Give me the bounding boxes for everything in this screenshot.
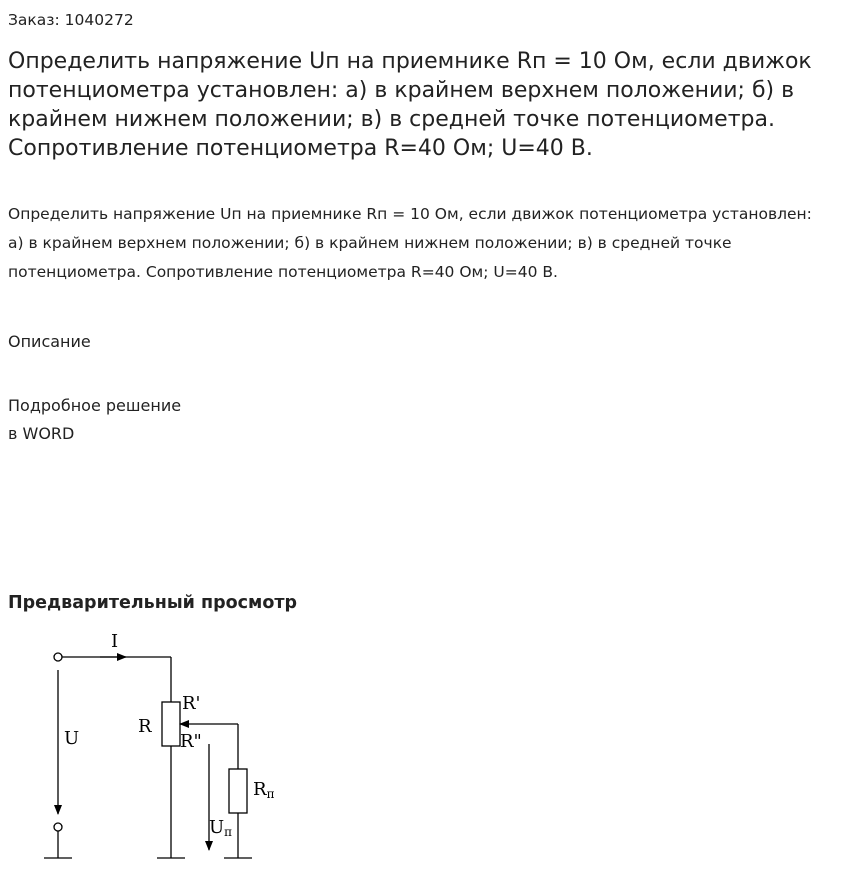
voltage-label: U bbox=[64, 728, 80, 749]
upper-part-label: R' bbox=[182, 693, 201, 714]
solution-line-2: в WORD bbox=[8, 424, 75, 443]
load-label bbox=[253, 779, 275, 801]
load-resistor bbox=[229, 769, 247, 813]
load-label-main: R bbox=[253, 779, 267, 800]
circuit-diagram bbox=[30, 620, 290, 870]
load-voltage-label-subscript: п bbox=[224, 825, 233, 839]
load-label-subscript: п bbox=[266, 787, 275, 801]
solution-note bbox=[8, 392, 181, 448]
bottom-terminal bbox=[54, 823, 62, 831]
task-title: Определить напряжение Uп на приемнике Rп = 10 Ом, если движок потенциометра установлен: а) в крайнем верхнем положении; б) в крайнем нижнем положении; в) в средней точке потенциометра. Сопротивление потенциометра R=40 Ом; U=40 В. bbox=[8, 49, 812, 161]
description-label: Описание bbox=[8, 332, 91, 351]
preview-heading: Предварительный просмотр bbox=[8, 593, 298, 613]
order-number: Заказ: 1040272 bbox=[8, 11, 134, 29]
potentiometer-resistor bbox=[162, 702, 180, 746]
current-label: I bbox=[111, 631, 119, 652]
task-text: Определить напряжение Uп на приемнике Rп = 10 Ом, если движок потенциометра установлен: а) в крайнем верхнем положении; б) в крайнем нижнем положении; в) в средней точке потенциометра. Сопротивление потенциометра R=40 Ом; U=40 В. bbox=[8, 205, 812, 281]
potentiometer-label: R bbox=[138, 716, 152, 737]
top-terminal bbox=[54, 653, 62, 661]
load-voltage-label bbox=[209, 817, 232, 839]
solution-line-1: Подробное решение bbox=[8, 396, 182, 415]
lower-part-label: R" bbox=[180, 731, 202, 752]
load-voltage-label-main: U bbox=[209, 817, 225, 838]
